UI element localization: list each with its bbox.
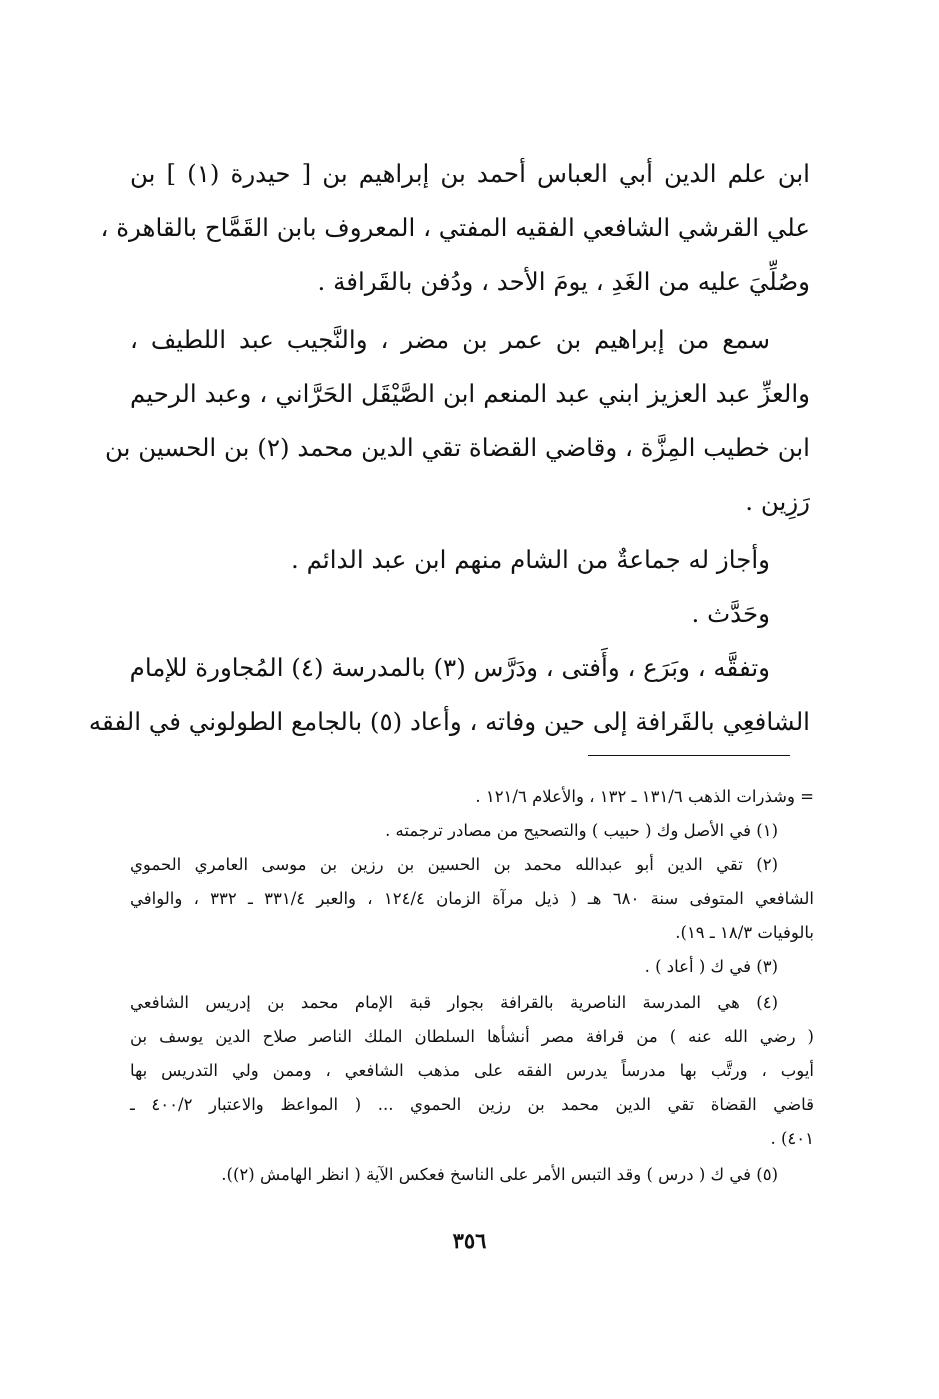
- footnote-3: (٣) في ك ( أعاد ) .: [644, 957, 778, 976]
- text-line: علي القرشي الشافعي الفقيه المفتي ، المعروف بابن القَمَّاح بالقاهرة ،: [100, 213, 810, 242]
- footnote-line: بالوفيات ١٨/٣ ـ ١٩).: [675, 923, 814, 942]
- text-line: والعزِّ عبد العزيز ابني عبد المنعم ابن الصَّيْقَل الحَرَّاني ، وعبد الرحيم: [130, 379, 810, 408]
- footnote-continuation: = وشذرات الذهب ١٣١/٦ ـ ١٣٢ ، والأعلام ١٢١/٦ .: [475, 787, 814, 806]
- footnote-separator: [588, 755, 790, 756]
- footnote-line: أيوب ، ورتَّب بها مدرساً يدرس الفقه على مذهب الشافعي ، وممن ولي التدريس بها: [130, 1061, 814, 1080]
- paragraph-2: [105, 313, 810, 529]
- text-line: رَزِين .: [745, 487, 810, 516]
- paragraph-3: وأجاز له جماعةٌ من الشام منهم ابن عبد الدائم .: [291, 545, 770, 574]
- footnote-4: [130, 986, 814, 1156]
- paragraph-4: وحَدَّث .: [691, 599, 770, 628]
- footnote-1: (١) في الأصل وك ( حبيب ) والتصحيح من مصادر ترجمته .: [385, 821, 778, 840]
- text-line: سمع من إبراهيم بن عمر بن مضر ، والنَّجيب عبد اللطيف ،: [130, 325, 770, 354]
- text-line: ابن خطيب المِزَّة ، وقاضي القضاة تقي الدين محمد (٢) بن الحسين بن: [105, 433, 810, 462]
- text-line: ابن علم الدين أبي العباس أحمد بن إبراهيم بن [ حيدرة (١) ] بن: [130, 159, 810, 188]
- footnote-line: ( رضي الله عنه ) من قرافة مصر أنشأها السلطان الملك الناصر صلاح الدين يوسف بن: [130, 1027, 814, 1046]
- footnotes: [130, 780, 814, 1192]
- text-line: الشافعِي بالقَرافة إلى حين وفاته ، وأعاد (٥) بالجامع الطولوني في الفقه: [88, 707, 810, 736]
- page-number: ٣٥٦: [452, 1228, 487, 1253]
- footnote-line: الشافعي المتوفى سنة ٦٨٠ هـ ( ذيل مرآة الزمان ١٢٤/٤ ، والعبر ٣٣١/٤ ـ ٣٣٢ ، والوافي: [130, 889, 815, 908]
- footnote-line: ٤٠١) .: [770, 1129, 814, 1148]
- footnote-line: (٤) هي المدرسة الناصرية بالقرافة بجوار قبة الإمام محمد بن إدريس الشافعي: [130, 993, 778, 1012]
- text-line: وصُلِّيَ عليه من الغَدِ ، يومَ الأحد ، ودُفن بالقَرافة .: [317, 267, 810, 296]
- footnote-line: (٢) تقي الدين أبو عبدالله محمد بن الحسين بن رزين بن موسى العامري الحموي: [130, 855, 778, 874]
- text-line: وتفقَّه ، وبَرَع ، وأَفتى ، ودَرَّس (٣) بالمدرسة (٤) المُجاورة للإمام: [129, 653, 770, 682]
- paragraph-1: [100, 147, 810, 309]
- paragraph-5: [88, 641, 810, 749]
- footnote-2: [130, 848, 814, 950]
- main-text: [88, 147, 810, 749]
- footnote-5: (٥) في ك ( درس ) وقد التبس الأمر على الناسخ فعكس الآية ( انظر الهامش (٢)).: [221, 1165, 778, 1184]
- footnote-line: قاضي القضاة تقي الدين محمد بن رزين الحموي ... ( المواعظ والاعتبار ٤٠٠/٢ ـ: [130, 1095, 814, 1114]
